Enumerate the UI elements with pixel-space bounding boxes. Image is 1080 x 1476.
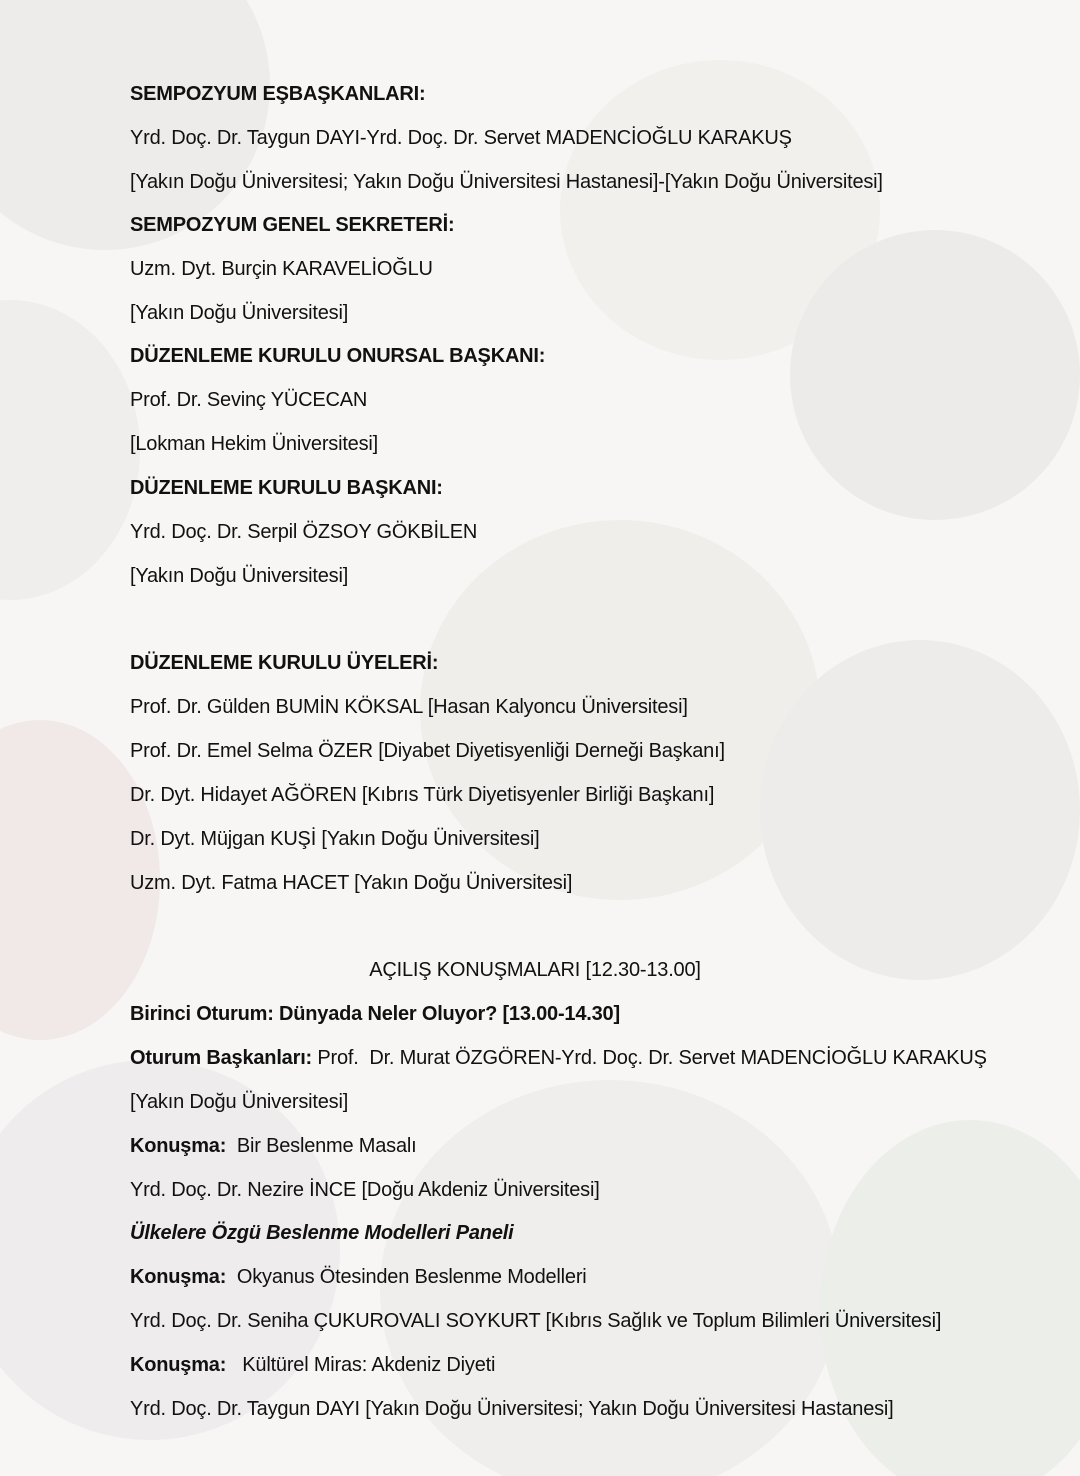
session-chairs-affiliation: [Yakın Doğu Üniversitesi] xyxy=(130,1091,349,1113)
talk-title: Okyanus Ötesinden Beslenme Modelleri xyxy=(226,1266,587,1288)
co-chairs-heading: SEMPOZYUM EŞBAŞKANLARI: xyxy=(130,83,426,105)
panel-title: Ülkelere Özgü Beslenme Modelleri Paneli xyxy=(130,1222,514,1244)
committee-president-heading: DÜZENLEME KURULU BAŞKANI: xyxy=(130,477,443,499)
committee-president-affiliation: [Yakın Doğu Üniversitesi] xyxy=(130,565,349,587)
talk-title: Kültürel Miras: Akdeniz Diyeti xyxy=(226,1354,496,1376)
committee-member: Dr. Dyt. Hidayet AĞÖREN [Kıbrıs Türk Diyetisyenler Birliği Başkanı] xyxy=(130,784,715,806)
co-chairs-affiliation: [Yakın Doğu Üniversitesi; Yakın Doğu Üniversitesi Hastanesi]-[Yakın Doğu Üniversitesi] xyxy=(130,171,883,193)
talk-1-speaker: Yrd. Doç. Dr. Nezire İNCE [Doğu Akdeniz Üniversitesi] xyxy=(130,1179,600,1201)
committee-member: Uzm. Dyt. Fatma HACET [Yakın Doğu Üniversitesi] xyxy=(130,872,573,894)
talk-2-speaker: Yrd. Doç. Dr. Seniha ÇUKUROVALI SOYKURT [Kıbrıs Sağlık ve Toplum Bilimleri Üniversitesi] xyxy=(130,1310,942,1332)
bg-shape xyxy=(760,640,1080,980)
bg-shape xyxy=(790,230,1080,520)
talk-label: Konuşma: xyxy=(130,1354,227,1376)
session-chairs xyxy=(130,1046,987,1070)
co-chairs-names: Yrd. Doç. Dr. Taygun DAYI-Yrd. Doç. Dr. Servet MADENCİOĞLU KARAKUŞ xyxy=(130,127,792,149)
general-secretary-affiliation: [Yakın Doğu Üniversitesi] xyxy=(130,302,349,324)
talk-label: Konuşma: xyxy=(130,1135,227,1157)
talk-3 xyxy=(130,1353,495,1377)
general-secretary-name: Uzm. Dyt. Burçin KARAVELİOĞLU xyxy=(130,258,433,280)
talk-title: Bir Beslenme Masalı xyxy=(226,1135,417,1157)
session-chairs-names: Prof. Dr. Murat ÖZGÖREN-Yrd. Doç. Dr. Servet MADENCİOĞLU KARAKUŞ xyxy=(312,1047,987,1069)
general-secretary-heading: SEMPOZYUM GENEL SEKRETERİ: xyxy=(130,214,455,236)
honorary-president-name: Prof. Dr. Sevinç YÜCECAN xyxy=(130,389,368,411)
honorary-president-affiliation: [Lokman Hekim Üniversitesi] xyxy=(130,433,379,455)
talk-3-speaker: Yrd. Doç. Dr. Taygun DAYI [Yakın Doğu Üniversitesi; Yakın Doğu Üniversitesi Hastanesi] xyxy=(130,1398,894,1420)
committee-member: Dr. Dyt. Müjgan KUŞİ [Yakın Doğu Üniversitesi] xyxy=(130,828,540,850)
session-title: Birinci Oturum: Dünyada Neler Oluyor? [13.00-14.30] xyxy=(130,1003,620,1025)
committee-president-name: Yrd. Doç. Dr. Serpil ÖZSOY GÖKBİLEN xyxy=(130,521,478,543)
opening-speeches: AÇILIŞ KONUŞMALARI [12.30-13.00] xyxy=(369,959,701,981)
bg-shape xyxy=(0,300,140,600)
committee-member: Prof. Dr. Emel Selma ÖZER [Diyabet Diyetisyenliği Derneği Başkanı] xyxy=(130,740,725,762)
talk-label: Konuşma: xyxy=(130,1266,227,1288)
bg-shape xyxy=(820,1120,1080,1476)
committee-members-heading: DÜZENLEME KURULU ÜYELERİ: xyxy=(130,652,439,674)
talk-2 xyxy=(130,1265,587,1289)
bg-shape xyxy=(0,1060,340,1440)
honorary-president-heading: DÜZENLEME KURULU ONURSAL BAŞKANI: xyxy=(130,345,546,367)
session-chairs-label: Oturum Başkanları: xyxy=(130,1047,313,1069)
committee-member: Prof. Dr. Gülden BUMİN KÖKSAL [Hasan Kalyoncu Üniversitesi] xyxy=(130,696,688,718)
talk-1 xyxy=(130,1134,417,1158)
